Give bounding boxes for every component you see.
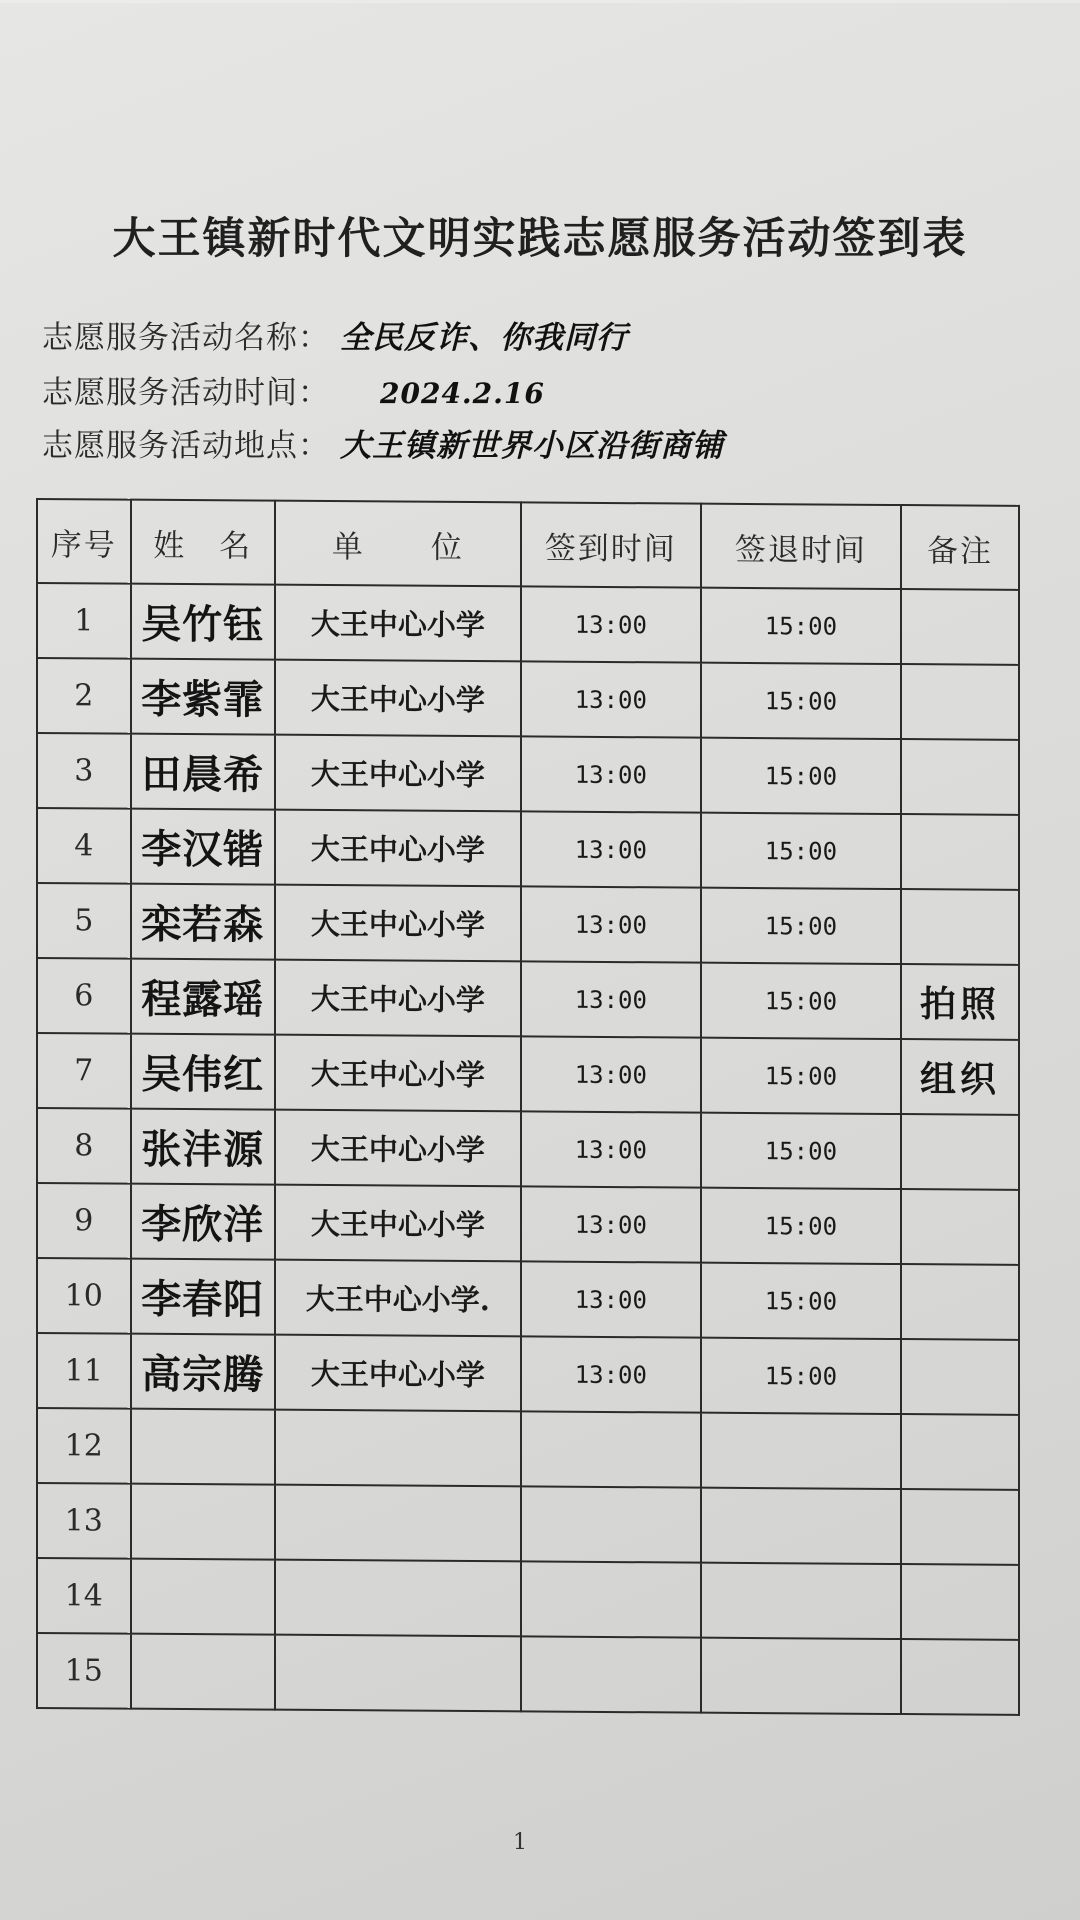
row-remark bbox=[901, 1414, 1019, 1490]
row-sign-in: 13:00 bbox=[521, 1186, 701, 1262]
row-unit: 大王中心小学 bbox=[275, 1035, 521, 1112]
table-row bbox=[37, 808, 1019, 890]
table-row bbox=[37, 1483, 1019, 1565]
activity-time-value: 2024.2.16 bbox=[380, 377, 545, 410]
table-row bbox=[37, 1333, 1019, 1415]
row-remark: 组织 bbox=[901, 1039, 1019, 1115]
row-name: 程露瑶 bbox=[131, 959, 275, 1035]
table-header-row bbox=[37, 499, 1019, 590]
row-remark bbox=[901, 1114, 1019, 1190]
row-unit: 大王中心小学 bbox=[275, 660, 521, 737]
row-unit bbox=[275, 1410, 521, 1487]
row-sign-out: 15:00 bbox=[701, 663, 901, 739]
activity-time-line bbox=[42, 367, 545, 412]
row-sign-out: 15:00 bbox=[701, 738, 901, 814]
row-remark bbox=[901, 1639, 1019, 1715]
row-sign-out: 15:00 bbox=[701, 1263, 901, 1339]
row-number: 8 bbox=[37, 1108, 131, 1184]
row-remark bbox=[901, 1339, 1019, 1415]
row-name: 吴伟红 bbox=[131, 1034, 275, 1110]
table-row bbox=[37, 1633, 1019, 1715]
row-unit bbox=[275, 1485, 521, 1562]
header-name: 姓 名 bbox=[131, 500, 275, 585]
row-name: 田晨希 bbox=[131, 734, 275, 810]
table-row bbox=[37, 1183, 1019, 1265]
row-sign-in bbox=[521, 1561, 701, 1637]
row-sign-out bbox=[701, 1563, 901, 1639]
table-row bbox=[37, 1258, 1019, 1340]
table-row bbox=[37, 1108, 1019, 1190]
row-number: 15 bbox=[37, 1633, 131, 1709]
row-sign-out: 15:00 bbox=[701, 1188, 901, 1264]
row-unit: 大王中心小学 bbox=[275, 885, 521, 962]
table-row bbox=[37, 583, 1019, 665]
row-number: 1 bbox=[37, 583, 131, 659]
header-remarks: 备注 bbox=[901, 505, 1019, 590]
table-row bbox=[37, 958, 1019, 1040]
activity-time-label: 志愿服务活动时间： bbox=[42, 375, 330, 411]
activity-name-value: 全民反诈、你我同行 bbox=[340, 320, 628, 356]
header-number: 序号 bbox=[37, 499, 131, 584]
row-name: 李汉锴 bbox=[131, 809, 275, 885]
row-number: 6 bbox=[37, 958, 131, 1034]
row-sign-in: 13:00 bbox=[521, 586, 701, 662]
row-remark bbox=[901, 1489, 1019, 1565]
row-unit: 大王中心小学 bbox=[275, 1185, 521, 1262]
row-number: 5 bbox=[37, 883, 131, 959]
row-unit: 大王中心小学 bbox=[275, 735, 521, 812]
row-sign-in bbox=[521, 1486, 701, 1562]
row-remark bbox=[901, 814, 1019, 890]
row-name bbox=[131, 1409, 275, 1485]
activity-place-label: 志愿服务活动地点： bbox=[42, 428, 330, 464]
row-sign-out: 15:00 bbox=[701, 588, 901, 664]
row-number: 7 bbox=[37, 1033, 131, 1109]
row-name bbox=[131, 1559, 275, 1635]
row-unit: 大王中心小学 bbox=[275, 810, 521, 887]
row-sign-in bbox=[521, 1411, 701, 1487]
row-name: 李春阳 bbox=[131, 1259, 275, 1335]
row-remark bbox=[901, 1189, 1019, 1265]
table-row bbox=[37, 1033, 1019, 1115]
row-number: 12 bbox=[37, 1408, 131, 1484]
row-sign-out: 15:00 bbox=[701, 1038, 901, 1114]
row-number: 13 bbox=[37, 1483, 131, 1559]
row-sign-out bbox=[701, 1413, 901, 1489]
row-unit bbox=[275, 1560, 521, 1637]
row-name: 李欣洋 bbox=[131, 1184, 275, 1260]
row-remark bbox=[901, 1264, 1019, 1340]
row-remark bbox=[901, 739, 1019, 815]
row-sign-in: 13:00 bbox=[521, 1336, 701, 1412]
row-unit: 大王中心小学 bbox=[275, 1335, 521, 1412]
activity-name-line bbox=[42, 312, 628, 357]
activity-place-value: 大王镇新世界小区沿街商铺 bbox=[340, 428, 724, 464]
row-number: 10 bbox=[37, 1258, 131, 1334]
row-number: 9 bbox=[37, 1183, 131, 1259]
row-remark: 拍照 bbox=[901, 964, 1019, 1040]
activity-place-line bbox=[42, 420, 724, 465]
row-unit: 大王中心小学 bbox=[275, 960, 521, 1037]
row-number: 2 bbox=[37, 658, 131, 734]
row-number: 3 bbox=[37, 733, 131, 809]
row-name bbox=[131, 1634, 275, 1710]
row-sign-in: 13:00 bbox=[521, 811, 701, 887]
row-sign-in: 13:00 bbox=[521, 1261, 701, 1337]
row-name bbox=[131, 1484, 275, 1560]
row-unit: 大王中心小学. bbox=[275, 1260, 521, 1337]
row-sign-in bbox=[521, 1636, 701, 1712]
table-row bbox=[37, 1558, 1019, 1640]
row-number: 14 bbox=[37, 1558, 131, 1634]
row-name: 李紫霏 bbox=[131, 659, 275, 735]
sign-in-table bbox=[36, 498, 1020, 1716]
form-title: 大王镇新时代文明实践志愿服务活动签到表 bbox=[112, 214, 968, 264]
row-unit: 大王中心小学 bbox=[275, 1110, 521, 1187]
row-remark bbox=[901, 664, 1019, 740]
row-sign-out bbox=[701, 1488, 901, 1564]
row-number: 11 bbox=[37, 1333, 131, 1409]
header-sign-in-time: 签到时间 bbox=[521, 502, 701, 587]
row-sign-in: 13:00 bbox=[521, 1111, 701, 1187]
row-sign-in: 13:00 bbox=[521, 886, 701, 962]
header-sign-out-time: 签退时间 bbox=[701, 504, 901, 589]
table-row bbox=[37, 1408, 1019, 1490]
row-sign-out: 15:00 bbox=[701, 888, 901, 964]
row-sign-in: 13:00 bbox=[521, 736, 701, 812]
row-name: 吴竹钰 bbox=[131, 584, 275, 660]
row-sign-in: 13:00 bbox=[521, 961, 701, 1037]
row-name: 栾若森 bbox=[131, 884, 275, 960]
paper-crease bbox=[0, 0, 1080, 3]
page-number: 1 bbox=[513, 1830, 527, 1855]
row-name: 张沣源 bbox=[131, 1109, 275, 1185]
row-sign-out: 15:00 bbox=[701, 813, 901, 889]
row-remark bbox=[901, 889, 1019, 965]
row-sign-in: 13:00 bbox=[521, 1036, 701, 1112]
row-sign-out bbox=[701, 1638, 901, 1714]
row-name: 高宗腾 bbox=[131, 1334, 275, 1410]
activity-name-label: 志愿服务活动名称： bbox=[42, 320, 330, 356]
table-row bbox=[37, 658, 1019, 740]
table-row bbox=[37, 733, 1019, 815]
row-remark bbox=[901, 589, 1019, 665]
row-remark bbox=[901, 1564, 1019, 1640]
row-unit: 大王中心小学 bbox=[275, 585, 521, 662]
table-row bbox=[37, 883, 1019, 965]
row-sign-out: 15:00 bbox=[701, 1338, 901, 1414]
row-sign-out: 15:00 bbox=[701, 1113, 901, 1189]
row-sign-out: 15:00 bbox=[701, 963, 901, 1039]
row-unit bbox=[275, 1635, 521, 1712]
row-sign-in: 13:00 bbox=[521, 661, 701, 737]
row-number: 4 bbox=[37, 808, 131, 884]
header-unit: 单 位 bbox=[275, 501, 521, 587]
